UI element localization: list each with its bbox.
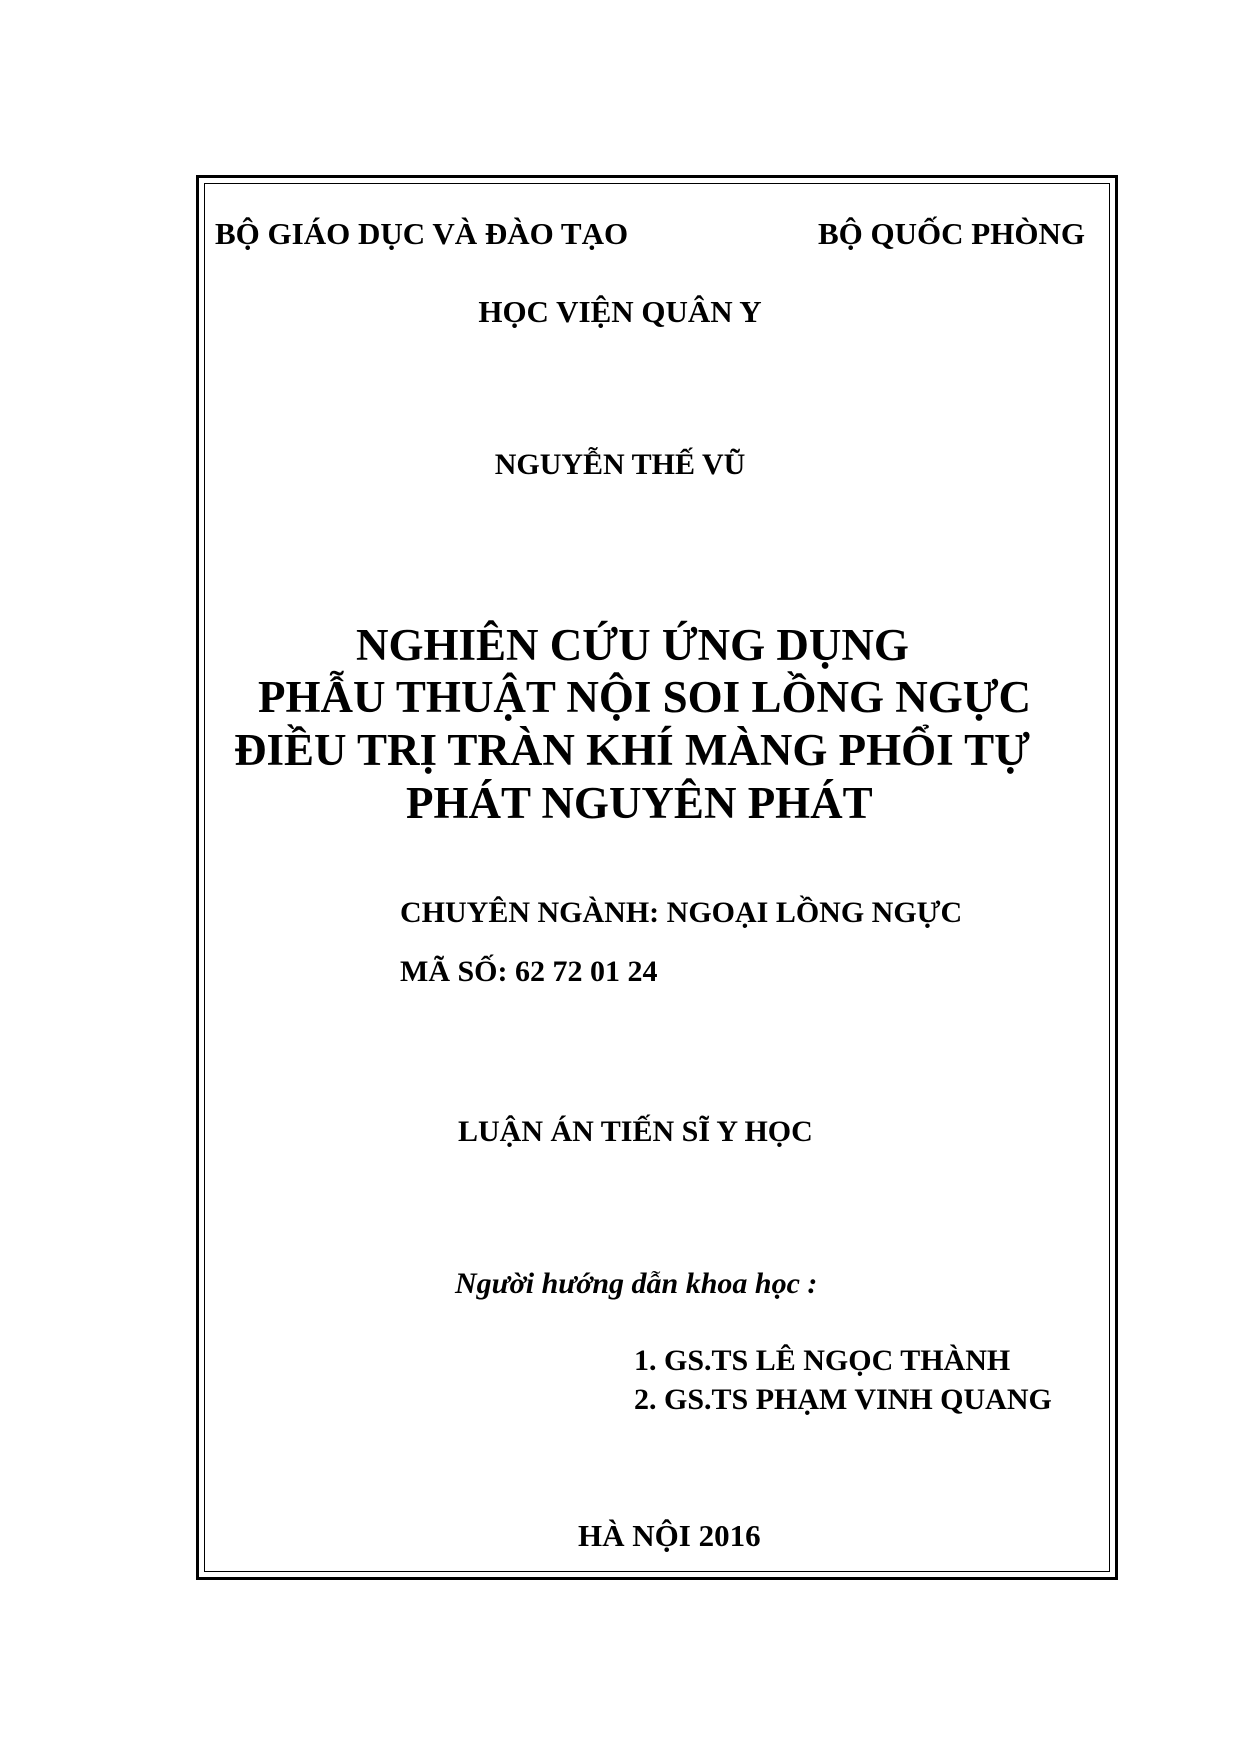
advisors-label: Người hướng dẫn khoa học : <box>455 1267 818 1300</box>
thesis-title-line-2: PHẪU THUẬT NỘI SOI LỒNG NGỰC <box>258 672 1032 722</box>
institution-name: HỌC VIỆN QUÂN Y <box>478 294 762 329</box>
ministry-defense: BỘ QUỐC PHÒNG <box>818 216 1085 251</box>
degree-type: LUẬN ÁN TIẾN SĨ Y HỌC <box>458 1115 813 1148</box>
specialty-code: MÃ SỐ: 62 72 01 24 <box>400 955 658 988</box>
author-name: NGUYỄN THẾ VŨ <box>494 448 746 481</box>
specialty-major: CHUYÊN NGÀNH: NGOẠI LỒNG NGỰC <box>400 896 963 929</box>
place-and-year: HÀ NỘI 2016 <box>578 1518 761 1553</box>
advisor-item: 2. GS.TS PHẠM VINH QUANG <box>634 1383 1052 1416</box>
ministry-education: BỘ GIÁO DỤC VÀ ĐÀO TẠO <box>215 216 629 251</box>
thesis-title-line-1: NGHIÊN CỨU ỨNG DỤNG <box>356 620 909 670</box>
thesis-title-line-3: ĐIỀU TRỊ TRÀN KHÍ MÀNG PHỔI TỰ <box>234 725 1030 775</box>
advisor-item: 1. GS.TS LÊ NGỌC THÀNH <box>634 1344 1011 1377</box>
thesis-title-line-4: PHÁT NGUYÊN PHÁT <box>406 778 873 828</box>
